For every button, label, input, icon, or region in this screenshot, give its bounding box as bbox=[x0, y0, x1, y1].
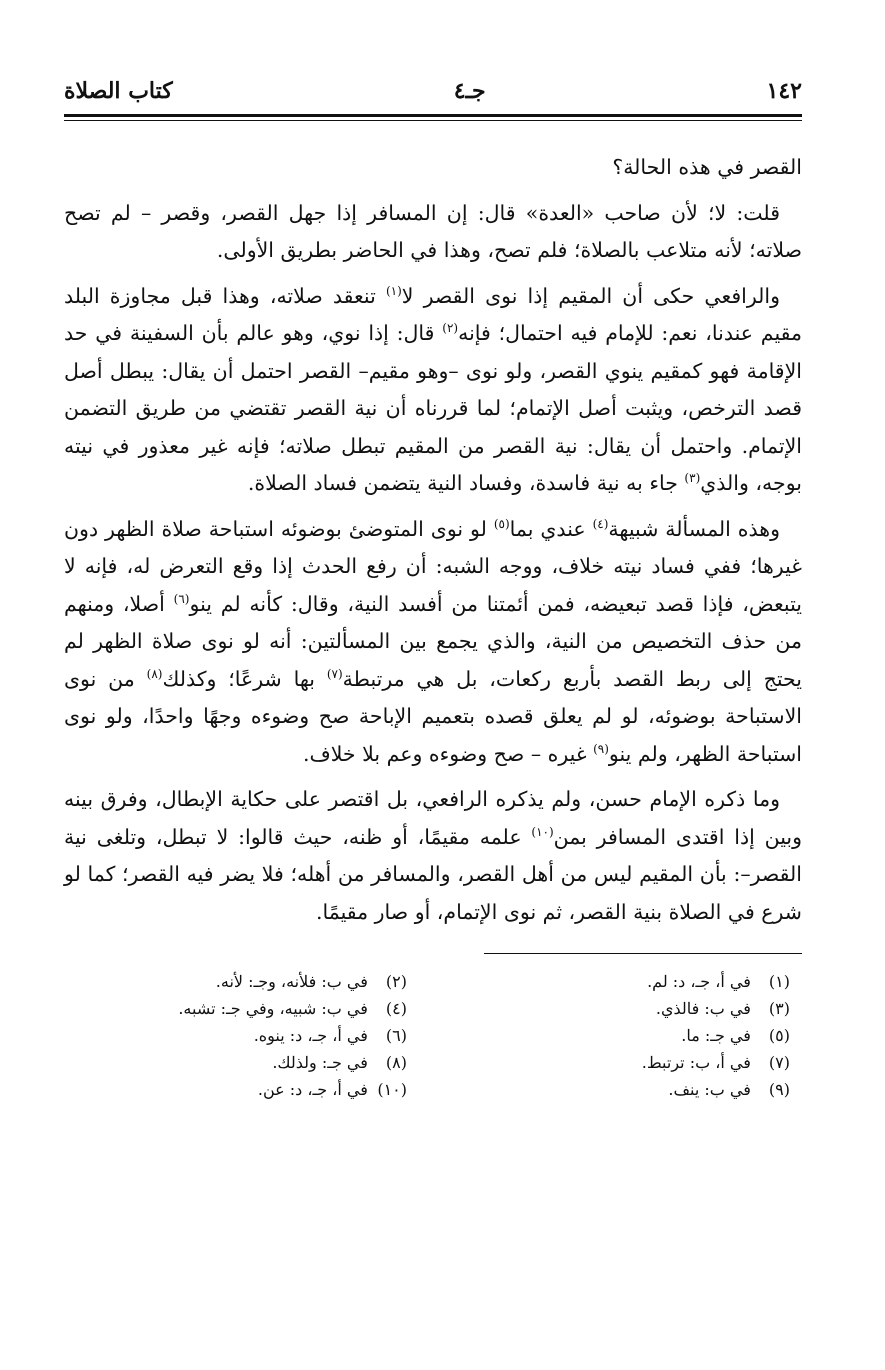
footnote-marker: (٢) bbox=[442, 321, 459, 336]
text-run: من نوى الاستباحة بوضوئه، لو لم يعلق قصده بتعميم الإباحة صح وضوءه وجهًا واحدًا، ولو نوى استباحة الظهر، ولم ينو bbox=[64, 666, 802, 766]
book-page bbox=[64, 72, 802, 1103]
footnote bbox=[64, 995, 407, 1022]
footnote-marker: (٤) bbox=[592, 516, 609, 531]
footnote bbox=[447, 1022, 790, 1049]
paragraph bbox=[64, 511, 802, 774]
footnote-number: (٨) bbox=[385, 1053, 407, 1072]
text-run: قلت: لا؛ لأن صاحب «العدة» قال: إن المسافر إذا جهل القصر، وقصر – لم تصح صلاته؛ لأنه متلاعب بالصلاة؛ فلم تصح، وهذا في الحاضر بطريق الأولى. bbox=[64, 200, 802, 262]
main-text bbox=[64, 149, 802, 931]
footnote bbox=[447, 995, 790, 1022]
footnote bbox=[64, 1076, 407, 1103]
text-run: علمه مقيمًا، أو ظنه، حيث قالوا: لا تبطل، وتلغى نية القصر–: بأن المقيم ليس من أهل القصر، والمسافر من أهله؛ فلا يضر فيه القصر؛ كما لو شرع في الصلاة بنية القصر، ثم نوى الإتمام، أو صار مقيمًا. bbox=[64, 824, 802, 924]
paragraph bbox=[64, 149, 802, 187]
footnote bbox=[64, 1022, 407, 1049]
footnote bbox=[447, 968, 790, 995]
footnote-marker: (٦) bbox=[173, 591, 190, 606]
text-run: قال: إذا نوي، وهو عالم بأن السفينة في حد الإقامة فهو كمقيم ينوي القصر، ولو نوى –وهو مقيم– القصر احتمل أن يقال: يبطل أصل قصد الترخص، ويثبت أصل الإتمام؛ لما قررناه أن نية القصر تقتضي من طريق التضمن الإتمام. واحتمل أن يقال: نية القصر من المقيم تبطل صلاته؛ فإنه غير معذور في نيته بوجه، والذي bbox=[64, 321, 802, 495]
text-run: غيره – صح وضوءه وعم بلا خلاف. bbox=[302, 741, 594, 766]
footnote-text: في أ، جـ، د: لم. bbox=[647, 972, 751, 991]
footnote-text: في أ، جـ، د: ينوه. bbox=[253, 1026, 368, 1045]
page-number: ١٤٢ bbox=[766, 78, 802, 104]
book-title: كتاب الصلاة bbox=[64, 78, 173, 104]
footnote-number: (٩) bbox=[768, 1080, 790, 1099]
header-rule-thin bbox=[64, 120, 802, 121]
paragraph bbox=[64, 278, 802, 503]
text-run: أصلا، ومنهم من حذف التخصيص من النية، والذي يجمع بين المسألتين: أنه لو نوى صلاة الظهر لم يحتج إلى ربط القصد بأربع ركعات، بل هي مرتبطة bbox=[64, 591, 802, 691]
footnote-text: في ب: شبيه، وفي جـ: تشبه. bbox=[178, 999, 368, 1018]
text-run: تنعقد صلاته، وهذا قبل مجاوزة البلد مقيم عندنا، نعم: للإمام فيه احتمال؛ فإنه bbox=[64, 283, 802, 345]
footnote-separator bbox=[484, 953, 802, 954]
footnote-text: في ب: فلأنه، وجـ: لأنه. bbox=[215, 972, 368, 991]
header-rule-thick bbox=[64, 114, 802, 117]
footnote-number: (١) bbox=[768, 972, 790, 991]
footnote-number: (٧) bbox=[768, 1053, 790, 1072]
text-run: عندي بما bbox=[509, 516, 593, 541]
text-run: بها شرعًا؛ وكذلك bbox=[162, 666, 327, 691]
footnote-text: في ب: ينف. bbox=[668, 1080, 751, 1099]
footnote-text: في ب: فالذي. bbox=[655, 999, 751, 1018]
footnote-number: (٢) bbox=[385, 972, 407, 991]
footnote-marker: (١٠) bbox=[531, 824, 554, 839]
footnote bbox=[64, 968, 407, 995]
text-run: والرافعي حكى أن المقيم إذا نوى القصر لا bbox=[401, 283, 780, 308]
text-run: لو نوى المتوضئ بوضوئه استباحة صلاة الظهر دون غيرها؛ ففي فساد نيته خلاف، ووجه الشبه: أن رفع الحدث إذا وقع التعرض له، فإنه لا يتبعض، فإذا قصد تبعيضه، فمن أئمتنا من أفسد النية، وقال: كأنه لم ينو bbox=[64, 516, 802, 616]
footnote bbox=[447, 1049, 790, 1076]
footnote-marker: (٣) bbox=[684, 471, 701, 486]
footnote-marker: (١) bbox=[385, 283, 402, 298]
running-header bbox=[64, 72, 802, 106]
paragraph bbox=[64, 195, 802, 270]
footnote-number: (٦) bbox=[385, 1026, 407, 1045]
footnote-marker: (٧) bbox=[326, 666, 343, 681]
footnote-number: (١٠) bbox=[377, 1080, 407, 1099]
footnote bbox=[447, 1076, 790, 1103]
text-run: وهذه المسألة شبيهة bbox=[608, 516, 781, 541]
footnote-marker: (٩) bbox=[593, 741, 609, 756]
footnote-number: (٥) bbox=[768, 1026, 790, 1045]
footnote-text: في جـ: ما. bbox=[681, 1026, 751, 1045]
footnote-number: (٣) bbox=[768, 999, 790, 1018]
paragraph bbox=[64, 781, 802, 931]
footnote-text: في جـ: ولذلك. bbox=[272, 1053, 368, 1072]
text-run: وما ذكره الإمام حسن، ولم يذكره الرافعي، بل اقتصر على حكاية الإبطال، وفرق بينه وبين إذا اقتدى المسافر بمن bbox=[64, 787, 803, 849]
volume-label: جـ٤ bbox=[453, 78, 486, 104]
footnote-marker: (٨) bbox=[146, 666, 163, 681]
footnote-text: في أ، ب: ترتبط. bbox=[641, 1053, 751, 1072]
footnote-text: في أ، جـ، د: عن. bbox=[257, 1080, 368, 1099]
footnotes bbox=[64, 968, 802, 1103]
footnote-number: (٤) bbox=[385, 999, 407, 1018]
footnote-marker: (٥) bbox=[493, 516, 510, 531]
text-run: جاء به نية فاسدة، وفساد النية يتضمن فساد الصلاة. bbox=[247, 471, 685, 495]
footnote bbox=[64, 1049, 407, 1076]
text-run: القصر في هذه الحالة؟ bbox=[612, 155, 802, 179]
